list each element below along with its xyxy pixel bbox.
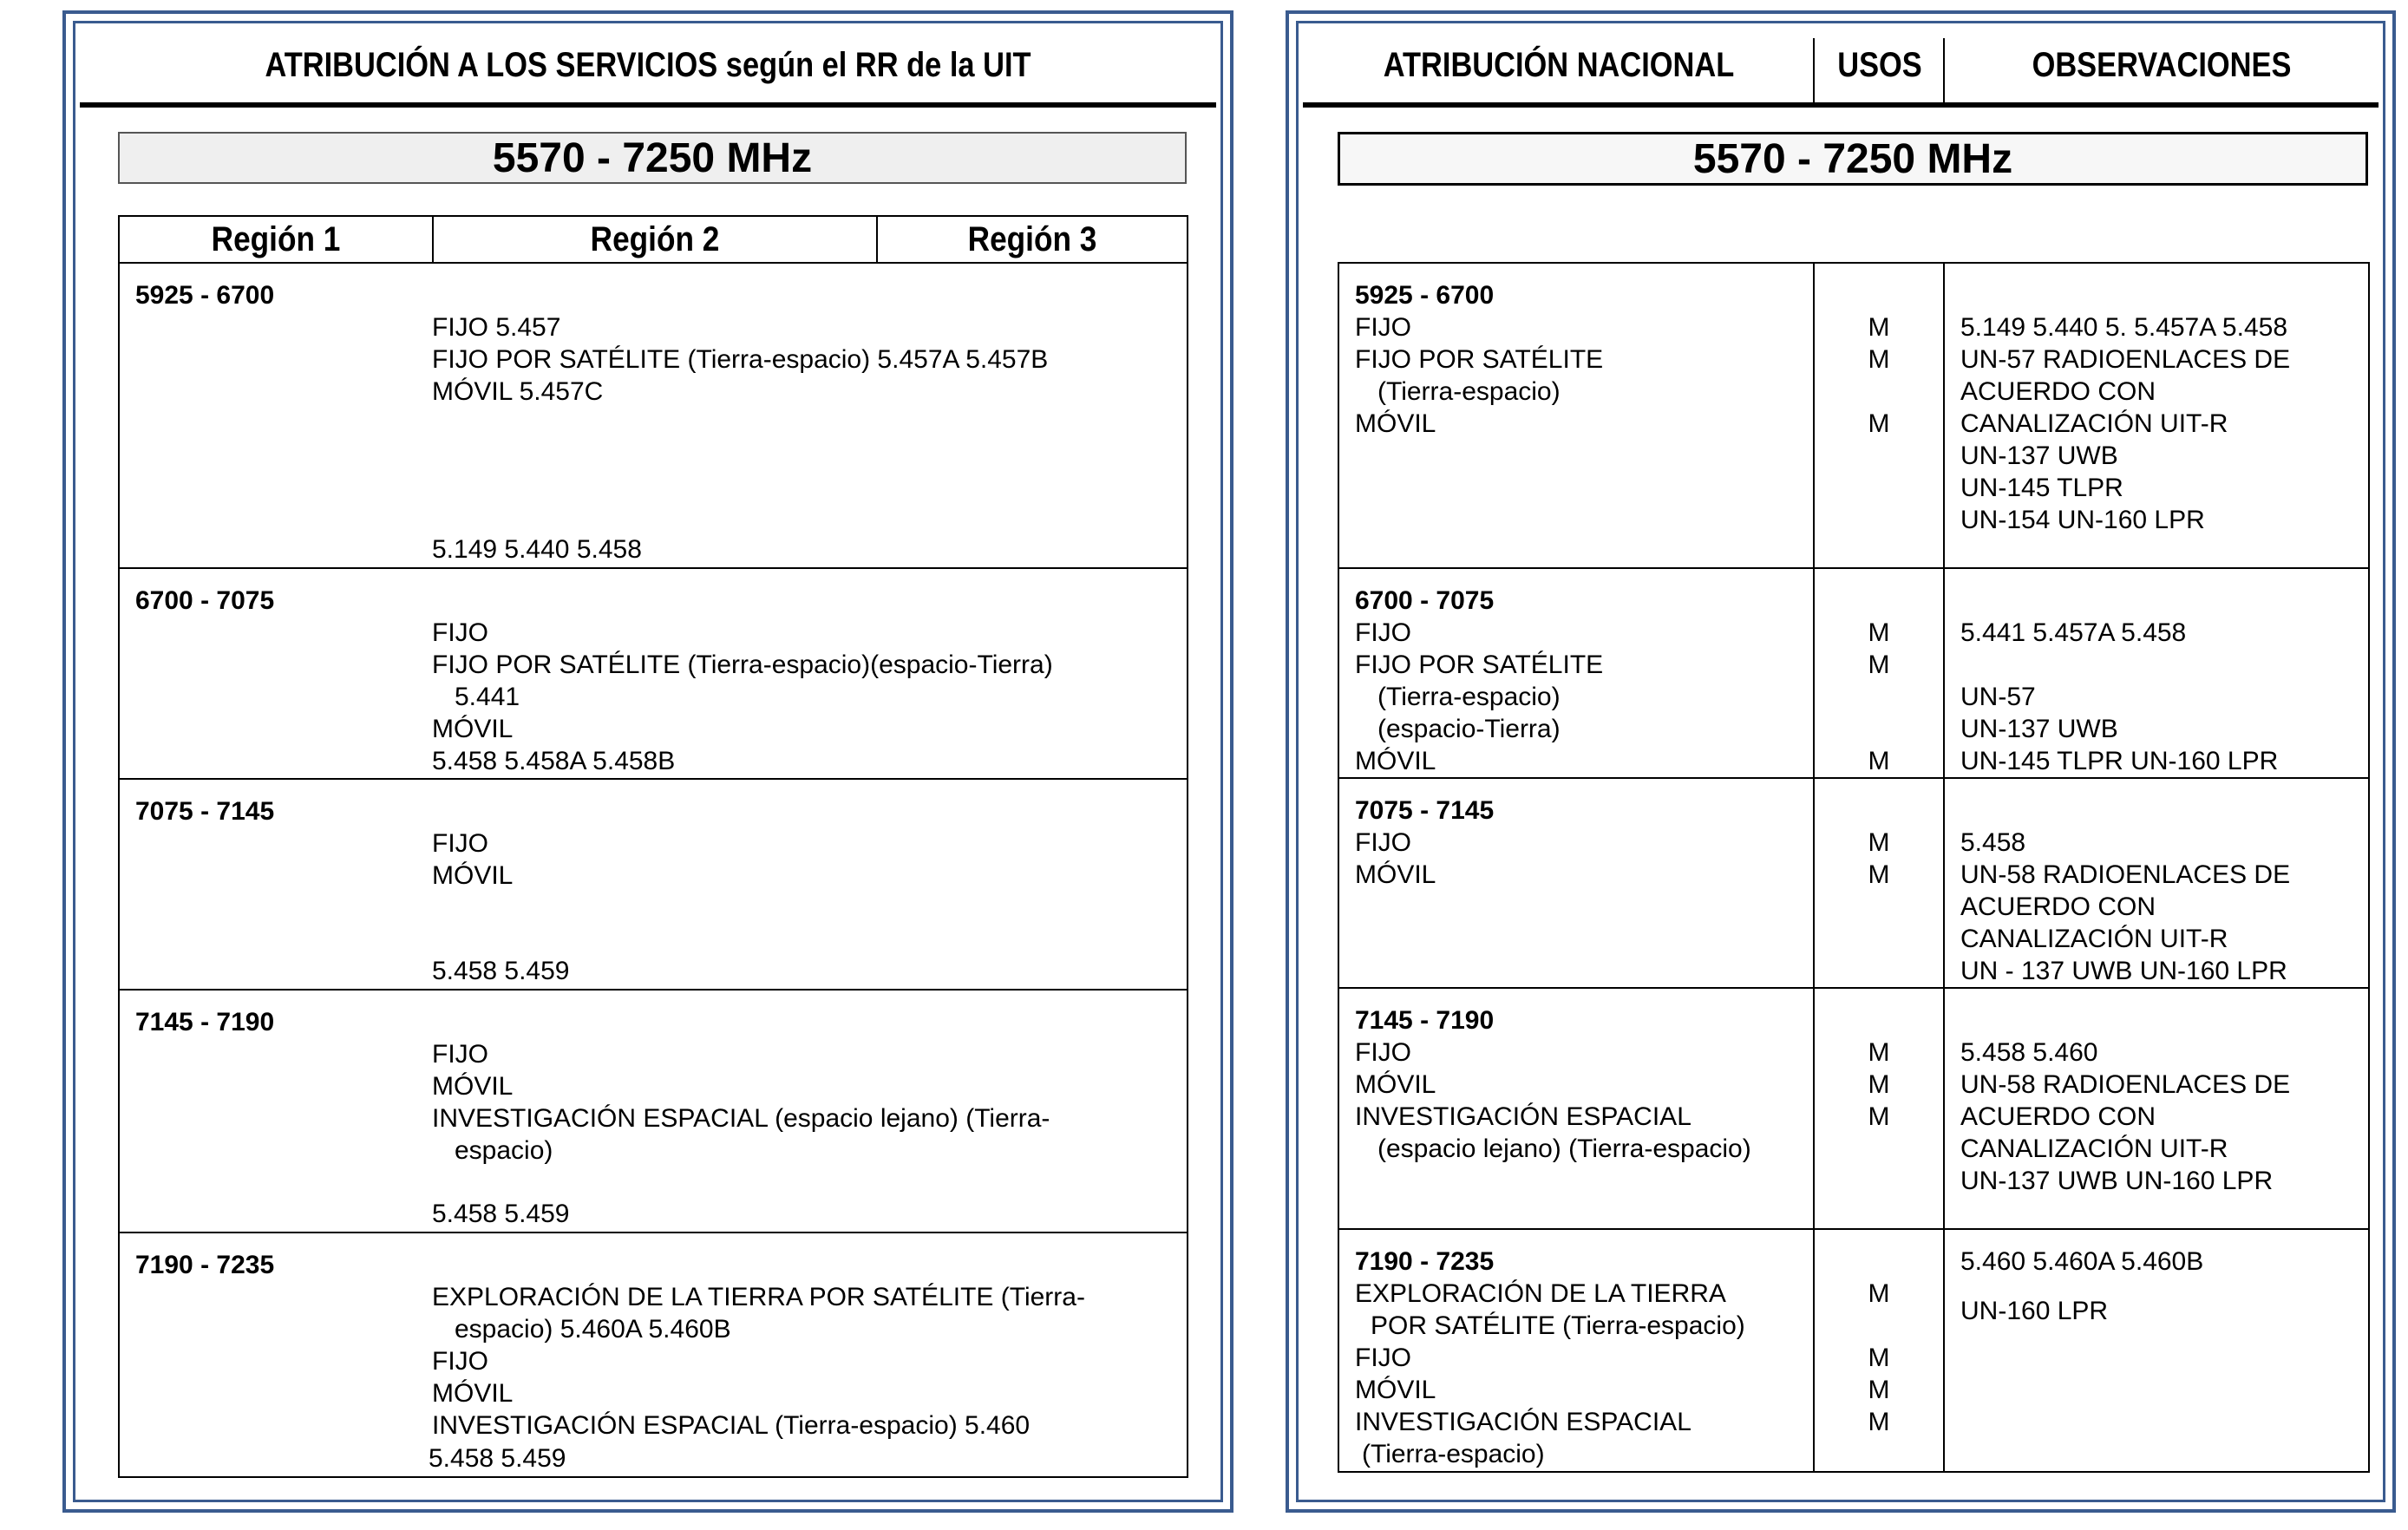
service-line: FIJO <box>1355 1038 1411 1067</box>
obs-line <box>1960 649 2368 681</box>
service-line: FIJO POR SATÉLITE (Tierra-espacio) 5.457A 5.457B <box>432 345 1049 374</box>
obs-line: UN-57 <box>1960 683 2036 711</box>
service-line: INVESTIGACIÓN ESPACIAL (Tierra-espacio) 5.460 <box>432 1411 1031 1440</box>
usos-cell <box>1814 988 1944 1229</box>
obs-line: UN-137 UWB <box>1960 441 2118 470</box>
allocation-cell <box>1338 263 1814 568</box>
service-line: FIJO <box>432 829 488 858</box>
freq-range: 5925 - 6700 <box>135 281 275 310</box>
service-line: (espacio lejano) (Tierra-espacio) <box>1377 1134 1751 1163</box>
col-region-1: Región 1 <box>138 216 415 263</box>
right-band-title: 5570 - 7250 MHz <box>1338 132 2368 186</box>
services-list <box>432 1038 1050 1167</box>
col-region-2: Región 2 <box>460 216 851 263</box>
service-line: MÓVIL <box>1355 747 1436 775</box>
services-list <box>432 311 1048 408</box>
services-list <box>432 1281 1085 1442</box>
freq-range: 7145 - 7190 <box>1355 1006 1495 1035</box>
uso-code <box>1815 1133 1943 1165</box>
obs-line: CANALIZACIÓN UIT-R <box>1960 409 2228 438</box>
header-divider <box>1813 38 1815 102</box>
left-column-headers <box>119 216 1188 263</box>
footnotes: 5.458 5.459 <box>432 957 570 985</box>
left-header <box>80 28 1216 108</box>
service-line: FIJO POR SATÉLITE <box>1355 651 1604 679</box>
table-row <box>119 990 1188 1232</box>
service-line: INVESTIGACIÓN ESPACIAL <box>1355 1408 1691 1436</box>
service-line: EXPLORACIÓN DE LA TIERRA POR SATÉLITE (Tierra- <box>432 1283 1085 1311</box>
uso-code: M <box>1868 1344 1890 1372</box>
uso-code: M <box>1868 1038 1890 1067</box>
right-page <box>1286 10 2396 1513</box>
service-line: EXPLORACIÓN DE LA TIERRA <box>1355 1279 1726 1308</box>
uso-code: M <box>1868 1102 1890 1131</box>
header-divider <box>1943 38 1945 102</box>
obs-line: CANALIZACIÓN UIT-R <box>1960 925 2228 953</box>
service-line: FIJO <box>1355 313 1411 342</box>
uso-code: M <box>1868 1376 1890 1404</box>
observaciones-cell <box>1944 1229 2369 1472</box>
uso-code: M <box>1868 313 1890 342</box>
obs-line: UN-137 UWB UN-160 LPR <box>1960 1167 2274 1195</box>
service-line: MÓVIL <box>1355 1376 1436 1404</box>
freq-range: 7190 - 7235 <box>135 1251 275 1279</box>
allocation-cell <box>1338 778 1814 988</box>
uso-code: M <box>1868 1408 1890 1436</box>
freq-range: 5925 - 6700 <box>1355 281 1495 310</box>
footnotes: 5.458 5.458A 5.458B <box>432 747 676 775</box>
left-page <box>62 10 1233 1513</box>
table-row <box>1338 263 2369 568</box>
service-line: FIJO <box>1355 828 1411 857</box>
freq-range: 7145 - 7190 <box>135 1008 275 1036</box>
service-line: (Tierra-espacio) <box>1377 377 1561 406</box>
service-line: FIJO <box>1355 618 1411 647</box>
obs-line: ACUERDO CON <box>1960 892 2156 921</box>
table-row <box>1338 988 2369 1229</box>
freq-range: 7190 - 7235 <box>1355 1247 1495 1276</box>
obs-line: UN-145 TLPR UN-160 LPR <box>1960 747 2279 775</box>
observaciones-cell <box>1944 263 2369 568</box>
table-row <box>119 568 1188 779</box>
obs-line: UN-160 LPR <box>1960 1297 2109 1325</box>
obs-line: 5.458 5.460 <box>1960 1038 2098 1067</box>
service-line: FIJO POR SATÉLITE (Tierra-espacio)(espacio-Tierra) <box>432 651 1053 679</box>
obs-line: 5.149 5.440 5. 5.457A 5.458 <box>1960 313 2288 342</box>
uso-code <box>1815 713 1943 745</box>
uso-code: M <box>1868 618 1890 647</box>
obs-line: 5.458 <box>1960 828 2026 857</box>
uso-code: M <box>1868 409 1890 438</box>
header-observaciones: OBSERVACIONES <box>2032 45 2292 84</box>
usos-cell <box>1814 778 1944 988</box>
service-line: MÓVIL <box>1355 409 1436 438</box>
uso-code: M <box>1868 1070 1890 1099</box>
allocation-cell <box>1338 988 1814 1229</box>
service-line: FIJO POR SATÉLITE <box>1355 345 1604 374</box>
obs-line: UN-145 TLPR <box>1960 474 2123 502</box>
services-list <box>432 617 1053 777</box>
service-line: 5.441 <box>455 683 520 711</box>
service-line: MÓVIL <box>1355 1070 1436 1099</box>
uso-code: M <box>1868 651 1890 679</box>
uso-code <box>1815 681 1943 713</box>
obs-line: UN-58 RADIOENLACES DE <box>1960 860 2291 889</box>
service-line: MÓVIL <box>432 1379 514 1408</box>
col-region-3: Región 3 <box>895 216 1168 263</box>
uso-code: M <box>1868 345 1890 374</box>
footnotes: 5.458 5.459 <box>432 1200 570 1228</box>
header-usos: USOS <box>1837 45 1922 84</box>
service-line: (espacio-Tierra) <box>1377 715 1561 743</box>
services-list <box>432 827 513 892</box>
uso-code <box>1815 376 1943 408</box>
observaciones-cell <box>1944 568 2369 778</box>
uso-code: M <box>1868 828 1890 857</box>
freq-range: 7075 - 7145 <box>135 797 275 826</box>
service-line: espacio) 5.460A 5.460B <box>455 1315 731 1344</box>
usos-cell <box>1814 263 1944 568</box>
service-line: FIJO 5.457 <box>432 313 561 342</box>
obs-line: 5.460 5.460A 5.460B <box>1960 1247 2204 1276</box>
freq-range: 6700 - 7075 <box>135 586 275 615</box>
allocation-cell <box>1338 568 1814 778</box>
service-line: FIJO <box>432 1347 488 1376</box>
observaciones-cell <box>1944 778 2369 988</box>
header-atribucion-nacional: ATRIBUCIÓN NACIONAL <box>1383 45 1735 84</box>
table-row <box>1338 568 2369 778</box>
footnotes: 5.458 5.459 <box>429 1444 566 1473</box>
usos-cell <box>1814 568 1944 778</box>
table-row <box>119 779 1188 990</box>
freq-range: 7075 - 7145 <box>1355 796 1495 825</box>
freq-range: 6700 - 7075 <box>1355 586 1495 615</box>
uso-code <box>1815 1310 1943 1342</box>
left-allocation-table <box>118 215 1188 1478</box>
allocation-cell <box>1338 1229 1814 1472</box>
uso-code: M <box>1868 747 1890 775</box>
service-line: INVESTIGACIÓN ESPACIAL (espacio lejano) (Tierra- <box>432 1104 1050 1133</box>
service-line: MÓVIL 5.457C <box>432 377 604 406</box>
table-row <box>119 1232 1188 1477</box>
footnotes: 5.149 5.440 5.458 <box>432 535 642 564</box>
service-line: MÓVIL <box>1355 860 1436 889</box>
table-row <box>119 263 1188 568</box>
service-line: (Tierra-espacio) <box>1377 683 1561 711</box>
left-header-title: ATRIBUCIÓN A LOS SERVICIOS según el RR de la UIT <box>265 45 1031 84</box>
service-line: FIJO <box>432 1040 488 1069</box>
service-line: INVESTIGACIÓN ESPACIAL <box>1355 1102 1691 1131</box>
uso-code: M <box>1868 1279 1890 1308</box>
service-line: FIJO <box>1355 1344 1411 1372</box>
right-allocation-table <box>1338 262 2370 1473</box>
obs-line: 5.441 5.457A 5.458 <box>1960 618 2187 647</box>
service-line: POR SATÉLITE (Tierra-espacio) <box>1371 1311 1745 1340</box>
obs-line: CANALIZACIÓN UIT-R <box>1960 1134 2228 1163</box>
obs-line: UN-57 RADIOENLACES DE <box>1960 345 2291 374</box>
obs-line: ACUERDO CON <box>1960 377 2156 406</box>
service-line: MÓVIL <box>432 715 514 743</box>
table-row <box>1338 778 2369 988</box>
service-line: espacio) <box>455 1136 553 1165</box>
obs-line: UN - 137 UWB UN-160 LPR <box>1960 957 2287 985</box>
usos-cell <box>1814 1229 1944 1472</box>
obs-line: UN-154 UN-160 LPR <box>1960 506 2205 534</box>
observaciones-cell <box>1944 988 2369 1229</box>
table-row <box>1338 1229 2369 1472</box>
obs-line: UN-137 UWB <box>1960 715 2118 743</box>
service-line: MÓVIL <box>432 1072 514 1101</box>
service-line: MÓVIL <box>432 861 514 890</box>
left-band-title: 5570 - 7250 MHz <box>118 132 1187 184</box>
right-header <box>1303 28 2379 108</box>
uso-code: M <box>1868 860 1890 889</box>
obs-line: UN-58 RADIOENLACES DE <box>1960 1070 2291 1099</box>
service-line: FIJO <box>432 618 488 647</box>
obs-line: ACUERDO CON <box>1960 1102 2156 1131</box>
service-line: (Tierra-espacio) <box>1362 1440 1545 1468</box>
